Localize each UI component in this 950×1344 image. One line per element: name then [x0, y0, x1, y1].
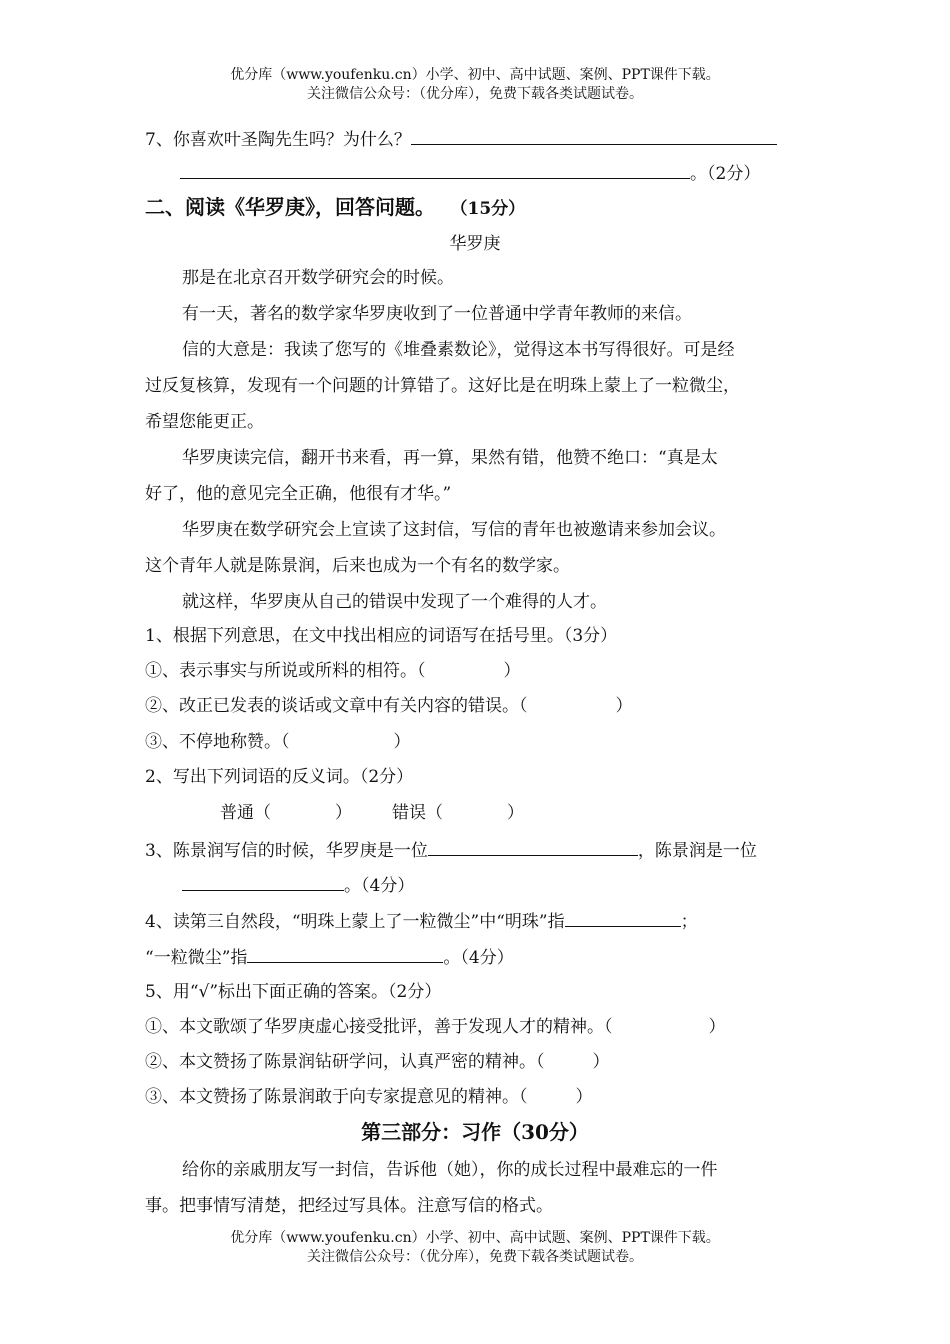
footer-line-2: 关注微信公众号：（优分库），免费下载各类试题试卷。 [307, 1249, 643, 1265]
q3-line-2 [182, 872, 414, 898]
q7-line [145, 126, 777, 152]
q1-item-2-text: ②、改正已发表的谈话或文章中有关内容的错误。（ [145, 696, 528, 716]
q5-text: 5、用“√”标出下面正确的答案。（2分） [145, 982, 442, 1002]
q4-semi: ； [680, 912, 698, 932]
section2-title-text: 二、阅读《华罗庚》，回答问题。 [145, 195, 435, 219]
q5-item-1-close: ） [708, 1017, 726, 1037]
q1-text: 1、根据下列意思，在文中找出相应的词语写在括号里。（3分） [145, 626, 618, 646]
q7-answer-blank-1[interactable] [411, 126, 777, 145]
q3-end: 。（4分） [344, 876, 415, 896]
q1-item-1-close: ） [503, 661, 521, 681]
q3-blank-2[interactable] [182, 872, 344, 891]
q5-item-2-close: ） [592, 1052, 610, 1072]
q2-word-2-close: ） [507, 803, 524, 823]
q7-text: 7、你喜欢叶圣陶先生吗？为什么？ [145, 130, 411, 150]
q4-line-1 [145, 908, 698, 934]
q2-words [220, 801, 524, 825]
passage-para-3b: 过反复核算，发现有一个问题的计算错了。这好比是在明珠上蒙上了一粒微尘， [145, 376, 740, 396]
section3-line-1: 给你的亲戚朋友写一封信，告诉他（她），你的成长过程中最难忘的一件 [182, 1160, 718, 1180]
q4-blank-1[interactable] [565, 908, 681, 927]
passage-para-1: 那是在北京召开数学研究会的时候。 [182, 268, 454, 288]
q4-line-2 [145, 944, 514, 970]
passage-title: 华罗庚 [449, 234, 501, 254]
q3-mid: ，陈景润是一位 [637, 841, 757, 861]
passage-para-5a: 华罗庚在数学研究会上宣读了这封信，写信的青年也被邀请来参加会议。 [182, 520, 726, 540]
q5-item-3-text: ③、本文赞扬了陈景润敢于向专家提意见的精神。（ [145, 1087, 528, 1107]
passage-para-2: 有一天，著名的数学家华罗庚收到了一位普通中学青年教师的来信。 [182, 304, 692, 324]
q4-text: 4、读第三自然段，“明珠上蒙上了一粒微尘”中“明珠”指 [145, 912, 565, 932]
q5-item-3-close: ） [575, 1087, 593, 1107]
passage-para-4b: 好了，他的意见完全正确，他很有才华。” [145, 484, 452, 504]
passage-para-3a: 信的大意是：我读了您写的《堆叠素数论》，觉得这本书写得很好。可是经 [182, 340, 735, 360]
q3-text: 3、陈景润写信的时候，华罗庚是一位 [145, 841, 428, 861]
q1-item-1 [145, 659, 521, 683]
section2-points: （15分） [459, 199, 526, 219]
passage-para-6: 就这样，华罗庚从自己的错误中发现了一个难得的人才。 [182, 592, 607, 612]
q5-item-1-text: ①、本文歌颂了华罗庚虚心接受批评，善于发现人才的精神。（ [145, 1017, 613, 1037]
q1-item-3-text: ③、不停地称赞。（ [145, 732, 290, 752]
q5-item-2-text: ②、本文赞扬了陈景润钻研学问，认真严密的精神。（ [145, 1052, 545, 1072]
q7-line-2 [180, 160, 760, 186]
q7-answer-blank-2[interactable] [180, 160, 690, 179]
q2-word-2: 错误（ [392, 803, 443, 823]
header-line-1: 优分库（www.youfenku.cn）小学、初中、高中试题、案例、PPT课件下载。 [230, 67, 720, 83]
q5-item-3 [145, 1085, 593, 1109]
q1-item-1-text: ①、表示事实与所说或所料的相符。（ [145, 661, 426, 681]
q1-item-3 [145, 730, 411, 754]
q3-blank-1[interactable] [428, 837, 638, 856]
q7-end: 。（2分） [690, 164, 761, 184]
q3-line-1 [145, 837, 757, 863]
q4-blank-2[interactable] [247, 944, 443, 963]
q4-end: 。（4分） [443, 948, 514, 968]
q1-item-3-close: ） [393, 732, 411, 752]
section3-line-2: 事。把事情写清楚，把经过写具体。注意写信的格式。 [145, 1196, 553, 1216]
q2-word-1-close: ） [335, 803, 352, 823]
section2-title [145, 195, 525, 221]
passage-para-4a: 华罗庚读完信，翻开书来看，再一算，果然有错，他赞不绝口：“真是太 [182, 448, 718, 468]
q5-item-2 [145, 1050, 610, 1074]
header-line-2: 关注微信公众号：（优分库），免费下载各类试题试卷。 [307, 86, 643, 102]
passage-para-5b: 这个青年人就是陈景润，后来也成为一个有名的数学家。 [145, 556, 570, 576]
section3-title: 第三部分：习作（30分） [361, 1120, 589, 1144]
q1-item-2-close: ） [615, 696, 633, 716]
q4-line2-text: “一粒微尘”指 [145, 948, 248, 968]
q1-item-2 [145, 694, 633, 718]
q5-item-1 [145, 1015, 726, 1039]
q2-text: 2、写出下列词语的反义词。（2分） [145, 767, 414, 787]
footer-line-1: 优分库（www.youfenku.cn）小学、初中、高中试题、案例、PPT课件下载。 [230, 1230, 720, 1246]
passage-para-3c: 希望您能更正。 [145, 412, 264, 432]
q2-word-1: 普通（ [220, 803, 271, 823]
